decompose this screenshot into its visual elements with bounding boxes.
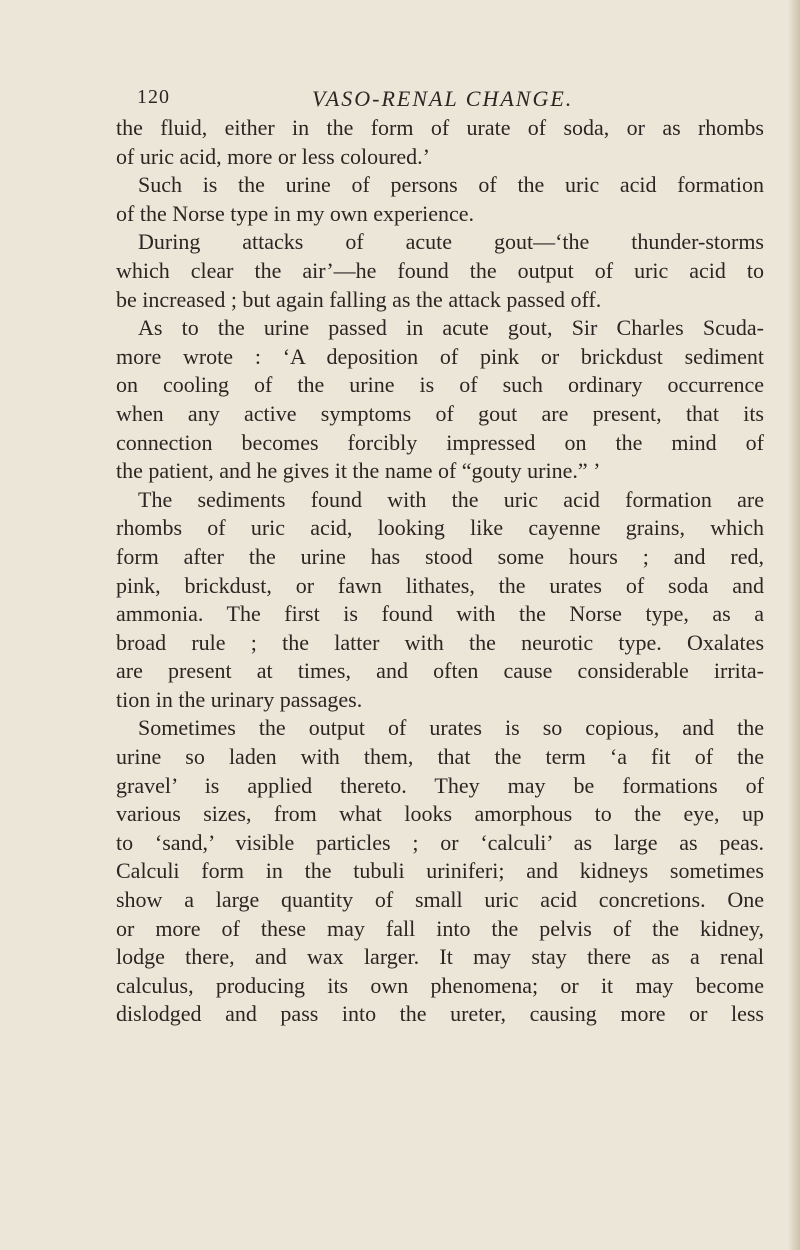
text-line: broad rule ; the latter with the neurotic type. Oxalates (116, 629, 764, 655)
text-line: show a large quantity of small uric acid concretions. One (116, 887, 764, 913)
page-number: 120 (137, 86, 170, 108)
text-line: more wrote : ‘A deposition of pink or brickdust sediment (116, 343, 764, 369)
body-text (116, 114, 764, 1029)
text-line: calculus, producing its own phenomena; or it may become (116, 972, 764, 998)
text-line: lodge there, and wax larger. It may stay there as a renal (116, 944, 764, 970)
text-line: pink, brickdust, or fawn lithates, the urates of soda and (116, 572, 764, 598)
text-line: connection becomes forcibly impressed on the mind of (116, 429, 764, 455)
text-line: During attacks of acute gout—‘the thunder-storms (138, 229, 764, 255)
running-title: VASO-RENAL CHANGE. (312, 86, 574, 111)
page-edge-shadow (788, 0, 800, 1250)
text-line: of the Norse type in my own experience. (116, 200, 474, 226)
text-line: are present at times, and often cause considerable irrita- (116, 658, 764, 684)
text-line: The sediments found with the uric acid formation are (138, 486, 764, 512)
text-line: dislodged and pass into the ureter, causing more or less (116, 1001, 764, 1027)
page-header (137, 86, 777, 116)
text-line: various sizes, from what looks amorphous to the eye, up (116, 801, 764, 827)
text-line: when any active symptoms of gout are present, that its (116, 400, 764, 426)
text-line: Sometimes the output of urates is so copious, and the (138, 715, 764, 741)
text-line: be increased ; but again falling as the attack passed off. (116, 286, 602, 312)
text-line: the fluid, either in the form of urate of soda, or as rhombs (116, 115, 764, 140)
text-line: on cooling of the urine is of such ordinary occurrence (116, 372, 764, 398)
text-line: of uric acid, more or less coloured.’ (116, 143, 430, 169)
text-line: ammonia. The first is found with the Norse type, as a (116, 601, 764, 627)
text-line: the patient, and he gives it the name of “gouty urine.” ’ (116, 458, 601, 484)
text-line: rhombs of uric acid, looking like cayenne grains, which (116, 515, 764, 541)
text-line: which clear the air’—he found the output of uric acid to (116, 257, 764, 283)
text-line: or more of these may fall into the pelvis of the kidney, (116, 915, 764, 941)
text-line: form after the urine has stood some hours ; and red, (116, 543, 764, 569)
text-line: gravel’ is applied thereto. They may be formations of (116, 772, 764, 798)
text-line: to ‘sand,’ visible particles ; or ‘calculi’ as large as peas. (116, 829, 764, 855)
text-line: As to the urine passed in acute gout, Sir Charles Scuda- (138, 315, 764, 341)
text-line: urine so laden with them, that the term ‘a fit of the (116, 744, 764, 770)
text-line: Such is the urine of persons of the uric acid formation (138, 172, 764, 198)
text-line: tion in the urinary passages. (116, 686, 363, 712)
text-line: Calculi form in the tubuli uriniferi; and kidneys sometimes (116, 858, 764, 884)
